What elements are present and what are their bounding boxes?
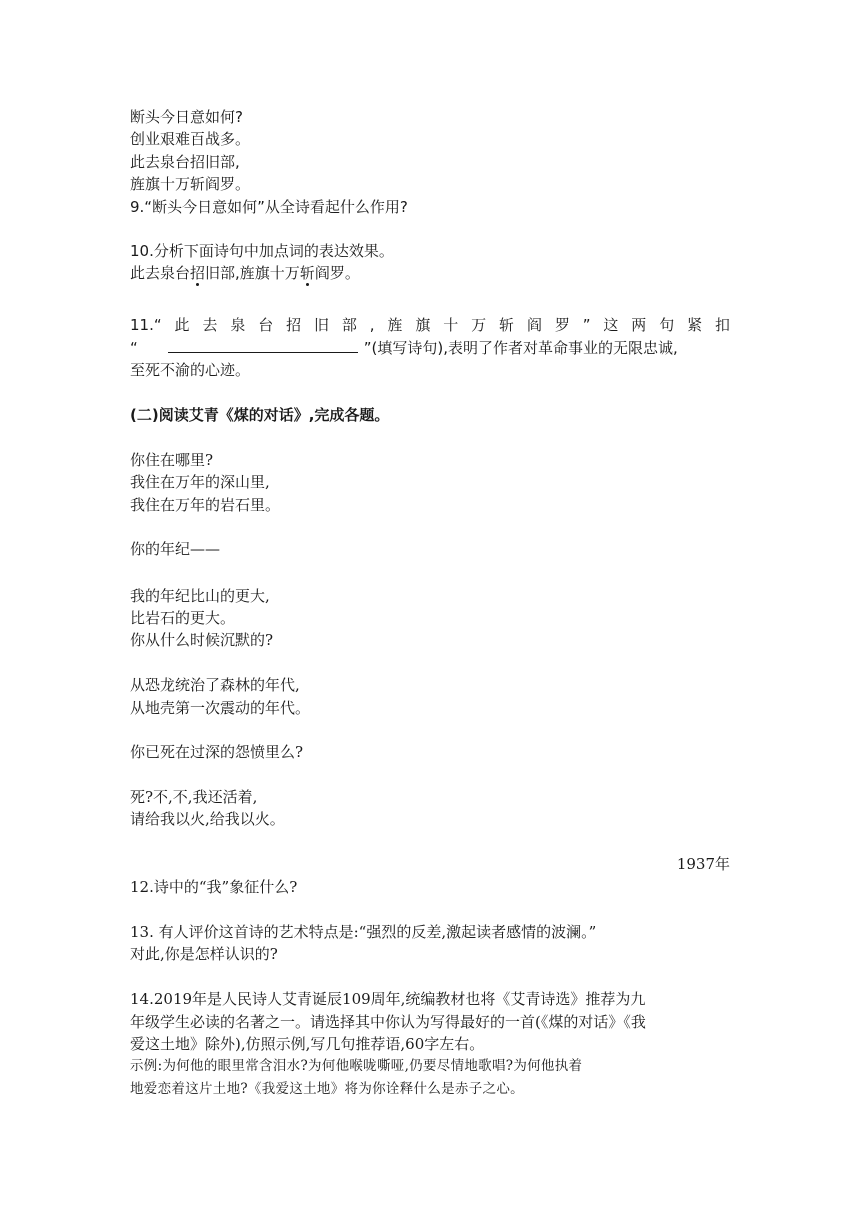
poem-line-4: 旌旗十万斩阎罗。 <box>130 175 251 193</box>
coal-poem-line-8: 从恐龙统治了森林的年代, <box>130 676 300 694</box>
dotted-word-zhao: 招 <box>190 264 206 282</box>
poem-year: 1937年 <box>676 855 730 873</box>
verse-part-3: 阎罗。 <box>314 264 360 282</box>
question-12: 12.诗中的“我”象征什么? <box>130 878 298 896</box>
coal-poem-line-2: 我住在万年的深山里, <box>130 473 270 491</box>
example-line-2: 地爱恋着这片土地?《我爱这土地》将为你诠释什么是赤子之心。 <box>130 1081 524 1097</box>
question-10-verse <box>130 262 360 284</box>
coal-poem-line-11: 死?不,不,我还活着, <box>130 788 258 806</box>
coal-poem-line-4: 你的年纪—— <box>130 540 221 558</box>
question-14-line-3: 爱这土地》除外),仿照示例,写几句推荐语,60字左右。 <box>130 1035 485 1053</box>
coal-poem-line-1: 你住在哪里? <box>130 451 214 469</box>
question-9: 9.“断头今日意如何”从全诗看起什么作用? <box>130 198 408 216</box>
coal-poem-line-3: 我住在万年的岩石里。 <box>130 496 281 514</box>
question-13-line-1: 13. 有人评价这首诗的艺术特点是:“强烈的反差,激起读者感情的波澜。” <box>130 923 597 941</box>
poem-line-1: 断头今日意如何? <box>130 108 243 126</box>
question-11-line-1: 11.“此去泉台招旧部,旌旗十万斩阎罗”这两句紧扣 <box>130 316 730 334</box>
coal-poem-line-5: 我的年纪比山的更大, <box>130 587 270 605</box>
section-2-title: (二)阅读艾青《煤的对话》,完成各题。 <box>130 406 390 424</box>
coal-poem-line-12: 请给我以火,给我以火。 <box>130 810 285 828</box>
coal-poem-line-9: 从地壳第一次震动的年代。 <box>130 699 311 717</box>
question-10-title: 10.分析下面诗句中加点词的表达效果。 <box>130 242 394 260</box>
fill-in-blank[interactable] <box>168 338 358 353</box>
coal-poem-line-10: 你已死在过深的怨愤里么? <box>130 743 304 761</box>
coal-poem-line-6: 比岩石的更大。 <box>130 609 236 627</box>
poem-line-3: 此去泉台招旧部, <box>130 153 240 171</box>
question-13-line-2: 对此,你是怎样认识的? <box>130 945 278 963</box>
verse-part-2: 旧部,旌旗十万 <box>205 264 300 282</box>
question-11-line-2 <box>130 337 678 359</box>
verse-part-1: 此去泉台 <box>130 264 191 282</box>
question-14-line-1: 14.2019年是人民诗人艾青诞辰109周年,统编教材也将《艾青诗选》推荐为九 <box>130 990 646 1008</box>
open-quote: “ <box>130 339 138 357</box>
poem-line-2: 创业艰难百战多。 <box>130 130 251 148</box>
dotted-word-zhan: 斩 <box>299 264 315 282</box>
coal-poem-line-7: 你从什么时候沉默的? <box>130 631 274 649</box>
question-14-line-2: 年级学生必读的名著之一。请选择其中你认为写得最好的一首(《煤的对话》《我 <box>130 1013 646 1031</box>
question-11-tail: ”(填写诗句),表明了作者对革命事业的无限忠诚, <box>363 339 678 357</box>
example-line-1: 示例:为何他的眼里常含泪水?为何他喉咙嘶哑,仍要尽情地歌唱?为何他执着 <box>130 1058 583 1074</box>
question-11-line-3: 至死不渝的心迹。 <box>130 361 251 379</box>
